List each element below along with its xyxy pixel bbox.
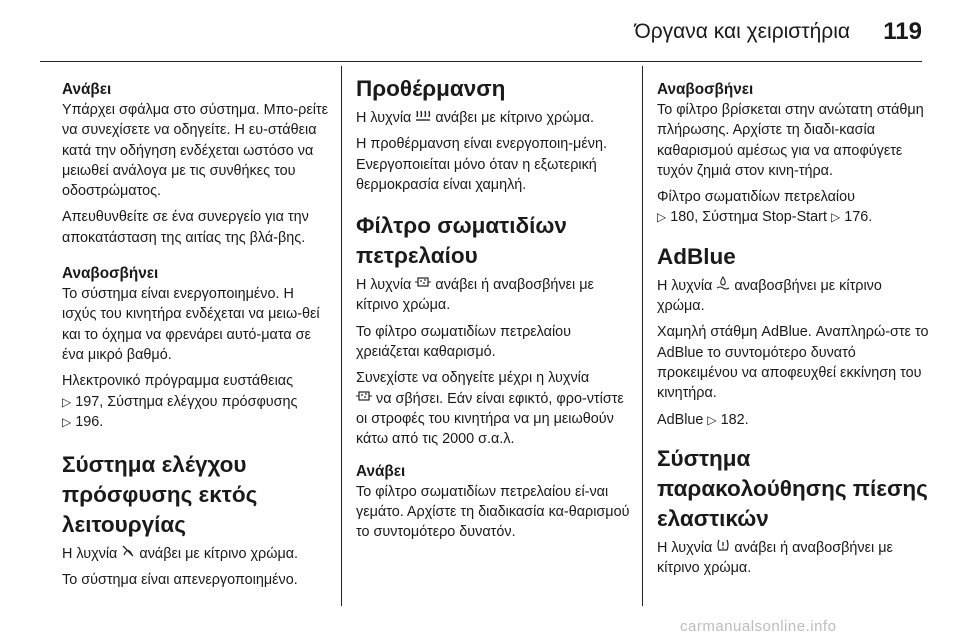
text: Η λυχνία [62, 546, 118, 563]
text: ανάβει με κίτρινο χρώμα. [139, 546, 299, 563]
text: ανάβει ή αναβοσβήνει με κίτρινο χρώμα. [657, 539, 893, 577]
watermark: carmanualsonline.info [680, 618, 837, 635]
paragraph: Το φίλτρο σωματιδίων πετρελαίου εί-ναι γεμάτο. Αρχίστε τη διαδικασία κα-θαρισμού το συντομότερο δυνατόν. [356, 483, 630, 541]
subheading-flashes: Αναβοσβήνει [62, 265, 159, 283]
section-heading-traction-control: Σύστημα ελέγχου πρόσφυσης εκτός λειτουργίας [62, 452, 258, 538]
paragraph: Το φίλτρο βρίσκεται στην ανώτατη στάθμη πλήρωσης. Αρχίστε τη διαδι-κασία καθαρισμού αμέσως για να αποφύγετε τυχόν ζημιά στον κινη-τήρα. [657, 102, 924, 179]
text: να σβήσει. Εάν είναι εφικτό, φρο-ντίστε οι στροφές του κινητήρα να μη μειωθούν κάτω από τις 2000 σ.α.λ. [356, 390, 624, 448]
page-ref-icon: ▷ [62, 414, 72, 429]
header-divider [40, 61, 922, 62]
text: Η λυχνία [356, 110, 412, 126]
column-3 [657, 66, 932, 584]
text: Η λυχνία [356, 277, 412, 294]
tyre-pressure-icon [716, 538, 730, 558]
page-ref-icon: ▷ [707, 412, 717, 427]
subheading-flashes: Αναβοσβήνει [657, 81, 754, 98]
paragraph-references [657, 410, 932, 430]
particle-filter-icon [356, 389, 372, 409]
subheading-lights: Ανάβει [356, 462, 406, 480]
paragraph: Το σύστημα είναι ενεργοποιημένο. Η ισχύς του κινητήρα ενδέχεται να μειω-θεί και το όχημα να φρενάρει αυτό-ματα σε ένα μικρό βαθμό. [62, 286, 320, 363]
column-1 [62, 66, 330, 597]
ref-text: 196. [75, 413, 104, 430]
paragraph [657, 276, 932, 317]
ref-text: 182. [720, 411, 749, 428]
adblue-icon [716, 276, 730, 296]
text: Η λυχνία [657, 539, 713, 556]
paragraph [62, 544, 330, 564]
paragraph: Η προθέρμανση είναι ενεργοποιη-μένη. Ενεργοποιείται μόνο όταν η εξωτερική θερμοκρασία είναι χαμηλή. [356, 136, 607, 193]
paragraph [657, 538, 932, 579]
text: ανάβει ή αναβοσβήνει με κίτρινο χρώμα. [356, 277, 594, 314]
section-heading-tyre-pressure: Σύστημα παρακολούθησης πίεσης ελαστικών [657, 445, 928, 531]
glow-plug-icon [415, 108, 431, 128]
paragraph: Το σύστημα είναι απενεργοποιημένο. [62, 572, 298, 589]
page-number: 119 [883, 18, 922, 45]
page-ref-icon: ▷ [62, 394, 72, 409]
page-header [0, 0, 960, 62]
paragraph: Υπάρχει σφάλμα στο σύστημα. Μπο-ρείτε να συνεχίσετε να οδηγείτε. Η ευ-στάθεια κατά την οδήγηση ενδέχεται ωστόσο να μειωθεί ανάλογα με τις συνθήκες του οδοστρώματος. [62, 102, 329, 200]
ref-text: 197, Σύστημα ελέγχου πρόσφυσης [75, 393, 298, 410]
page-ref-icon: ▷ [830, 210, 841, 225]
ref-text: 176. [844, 209, 873, 226]
page-ref-icon: ▷ [657, 210, 667, 225]
text: αναβοσβήνει με κίτρινο χρώμα. [657, 277, 882, 315]
paragraph [356, 275, 631, 316]
paragraph: Χαμηλή στάθμη AdBlue. Αναπληρώ-στε το AdBlue το συντομότερο δυνατό προκειμένου να αποφευχθεί εκκίνηση του κινητήρα. [657, 324, 929, 402]
particle-filter-icon [415, 275, 431, 295]
chapter-title: Όργανα και χειριστήρια [634, 20, 850, 43]
column-divider [341, 66, 342, 606]
paragraph: Το φίλτρο σωματιδίων πετρελαίου χρειάζεται καθαρισμό. [356, 323, 572, 361]
section-heading-preheating: Προθέρμανση [356, 76, 506, 101]
text: Συνεχίστε να οδηγείτε μέχρι η λυχνία [356, 370, 590, 387]
section-heading-diesel-particle-filter: Φίλτρο σωματιδίων πετρελαίου [356, 213, 567, 269]
paragraph: Απευθυνθείτε σε ένα συνεργείο για την αποκατάσταση της αιτίας της βλά-βης. [62, 209, 309, 246]
ref-text: 180, Σύστημα Stop-Start [670, 209, 827, 226]
traction-off-icon [121, 544, 135, 564]
column-2 [356, 66, 631, 548]
ref-text: Ηλεκτρονικό πρόγραμμα ευστάθειας [62, 373, 294, 390]
text: Η λυχνία [657, 277, 713, 294]
paragraph [356, 108, 631, 128]
paragraph-references [62, 371, 330, 432]
ref-text: AdBlue [657, 411, 704, 428]
subheading-lights: Ανάβει [62, 81, 112, 98]
section-heading-adblue: AdBlue [657, 243, 736, 269]
ref-text: Φίλτρο σωματιδίων πετρελαίου [657, 189, 855, 206]
paragraph-references [657, 187, 932, 228]
column-divider [642, 66, 643, 606]
text: ανάβει με κίτρινο χρώμα. [435, 110, 595, 126]
paragraph [356, 368, 631, 449]
